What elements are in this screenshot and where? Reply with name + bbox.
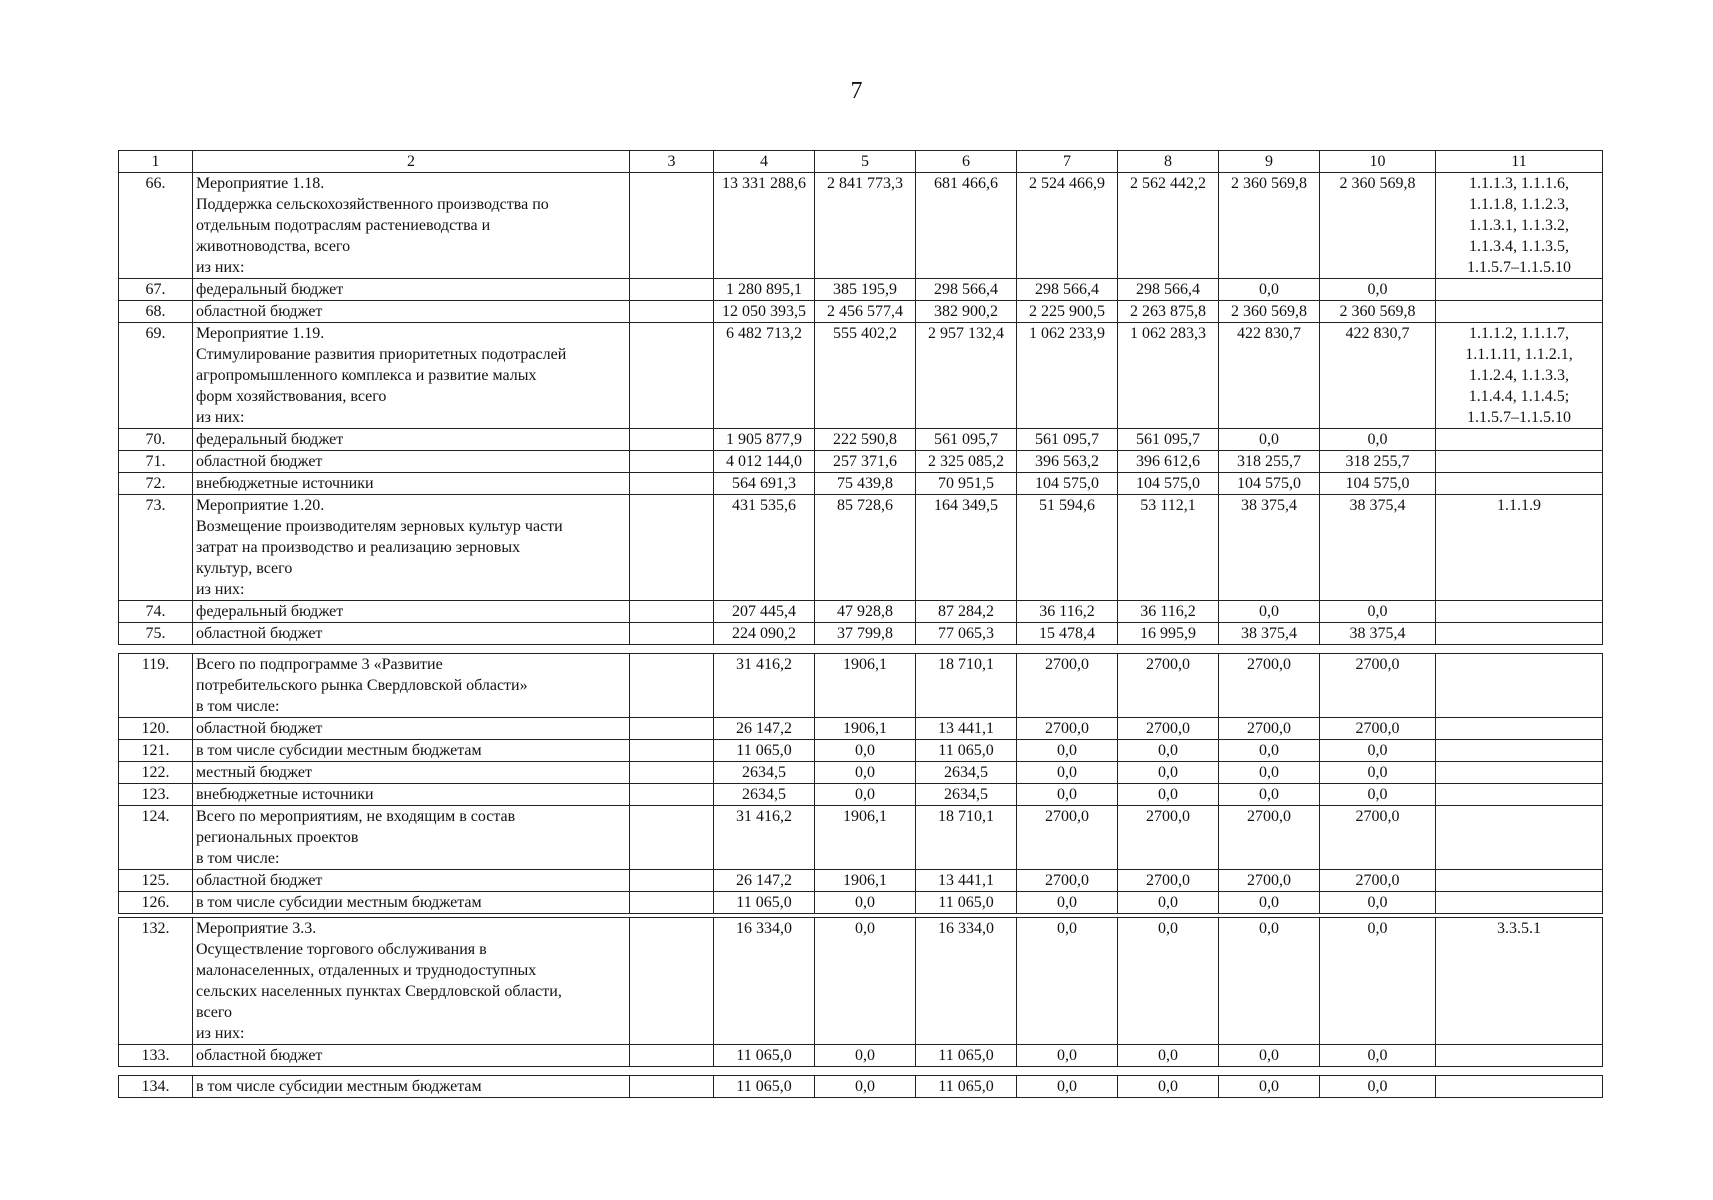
cell-c6: 382 900,2: [916, 301, 1017, 323]
cell-c11: 3.3.5.1: [1436, 918, 1603, 1045]
cell-c6: 18 710,1: [916, 654, 1017, 718]
cell-c8: 2700,0: [1118, 870, 1219, 892]
table-row: [119, 1076, 1603, 1098]
cell-c4: 224 090,2: [714, 623, 815, 645]
cell-c3: [630, 870, 714, 892]
cell-c3: [630, 451, 714, 473]
cell-c4: 26 147,2: [714, 870, 815, 892]
cell-c9: 0,0: [1219, 279, 1320, 301]
cell-num: 133.: [119, 1045, 193, 1067]
cell-c4: 31 416,2: [714, 806, 815, 870]
cell-c8: 561 095,7: [1118, 429, 1219, 451]
cell-c7: 298 566,4: [1017, 279, 1118, 301]
table-block-4: [118, 1075, 1603, 1098]
cell-c3: [630, 654, 714, 718]
table-block-3: [118, 917, 1603, 1067]
cell-num: 119.: [119, 654, 193, 718]
cell-num: 126.: [119, 892, 193, 914]
cell-c6: 13 441,1: [916, 718, 1017, 740]
cell-desc: внебюджетные источники: [193, 784, 630, 806]
cell-c5: 0,0: [815, 762, 916, 784]
cell-c9: 2700,0: [1219, 806, 1320, 870]
cell-c10: 2700,0: [1320, 806, 1436, 870]
cell-c5: 2 841 773,3: [815, 173, 916, 279]
cell-c8: 16 995,9: [1118, 623, 1219, 645]
cell-c6: 2 957 132,4: [916, 323, 1017, 429]
cell-num: 70.: [119, 429, 193, 451]
cell-desc: в том числе субсидии местным бюджетам: [193, 1076, 630, 1098]
cell-c3: [630, 918, 714, 1045]
cell-c7: 0,0: [1017, 918, 1118, 1045]
table-row: [119, 718, 1603, 740]
cell-c3: [630, 892, 714, 914]
table-row: [119, 918, 1603, 1045]
cell-desc: в том числе субсидии местным бюджетам: [193, 740, 630, 762]
cell-c11: [1436, 451, 1603, 473]
cell-c6: 2634,5: [916, 762, 1017, 784]
cell-desc: Всего по подпрограмме 3 «Развитие потребительского рынка Свердловской области» в том числе:: [193, 654, 630, 718]
cell-num: 75.: [119, 623, 193, 645]
cell-c9: 318 255,7: [1219, 451, 1320, 473]
cell-c11: [1436, 301, 1603, 323]
cell-c9: 0,0: [1219, 740, 1320, 762]
cell-c5: 257 371,6: [815, 451, 916, 473]
table-row: [119, 623, 1603, 645]
cell-c10: 2700,0: [1320, 870, 1436, 892]
cell-c7: 2 524 466,9: [1017, 173, 1118, 279]
cell-desc: областной бюджет: [193, 718, 630, 740]
cell-c9: 2700,0: [1219, 718, 1320, 740]
table-row: [119, 784, 1603, 806]
cell-c9: 2 360 569,8: [1219, 173, 1320, 279]
cell-c9: 0,0: [1219, 429, 1320, 451]
cell-c4: 2634,5: [714, 762, 815, 784]
cell-c4: 11 065,0: [714, 1045, 815, 1067]
cell-c10: 2700,0: [1320, 654, 1436, 718]
cell-c8: 53 112,1: [1118, 495, 1219, 601]
cell-c7: 1 062 233,9: [1017, 323, 1118, 429]
cell-c5: 222 590,8: [815, 429, 916, 451]
cell-c10: 2 360 569,8: [1320, 301, 1436, 323]
cell-c9: 38 375,4: [1219, 623, 1320, 645]
cell-c11: [1436, 429, 1603, 451]
cell-c5: 0,0: [815, 918, 916, 1045]
cell-c8: 0,0: [1118, 784, 1219, 806]
header-cell: 9: [1219, 151, 1320, 173]
cell-c4: 1 280 895,1: [714, 279, 815, 301]
cell-c10: 0,0: [1320, 429, 1436, 451]
header-cell: 4: [714, 151, 815, 173]
cell-c9: 0,0: [1219, 892, 1320, 914]
cell-c5: 385 195,9: [815, 279, 916, 301]
cell-c3: [630, 301, 714, 323]
cell-c7: 51 594,6: [1017, 495, 1118, 601]
table-row: [119, 870, 1603, 892]
cell-c3: [630, 279, 714, 301]
cell-c11: [1436, 806, 1603, 870]
cell-c3: [630, 1045, 714, 1067]
cell-num: 68.: [119, 301, 193, 323]
cell-c8: 36 116,2: [1118, 601, 1219, 623]
cell-c7: 2700,0: [1017, 806, 1118, 870]
cell-c4: 4 012 144,0: [714, 451, 815, 473]
table-row: [119, 806, 1603, 870]
cell-c3: [630, 323, 714, 429]
cell-c8: 298 566,4: [1118, 279, 1219, 301]
cell-c5: 1906,1: [815, 806, 916, 870]
cell-c8: 0,0: [1118, 1076, 1219, 1098]
cell-c7: 561 095,7: [1017, 429, 1118, 451]
header-cell: 11: [1436, 151, 1603, 173]
cell-c3: [630, 173, 714, 279]
cell-c3: [630, 762, 714, 784]
cell-c4: 1 905 877,9: [714, 429, 815, 451]
table-block-1: [118, 150, 1603, 645]
cell-c8: 0,0: [1118, 762, 1219, 784]
cell-c3: [630, 623, 714, 645]
cell-c5: 1906,1: [815, 718, 916, 740]
cell-c5: 1906,1: [815, 870, 916, 892]
cell-c6: 164 349,5: [916, 495, 1017, 601]
cell-c11: [1436, 784, 1603, 806]
cell-c9: 0,0: [1219, 1076, 1320, 1098]
cell-c10: 422 830,7: [1320, 323, 1436, 429]
cell-num: 132.: [119, 918, 193, 1045]
cell-c6: 2634,5: [916, 784, 1017, 806]
cell-c7: 0,0: [1017, 784, 1118, 806]
cell-c8: 2700,0: [1118, 806, 1219, 870]
table-row: [119, 654, 1603, 718]
cell-desc: областной бюджет: [193, 301, 630, 323]
cell-desc: в том числе субсидии местным бюджетам: [193, 892, 630, 914]
cell-c4: 11 065,0: [714, 1076, 815, 1098]
cell-num: 66.: [119, 173, 193, 279]
table-row: [119, 279, 1603, 301]
cell-c5: 75 439,8: [815, 473, 916, 495]
table-row: [119, 892, 1603, 914]
cell-c10: 2700,0: [1320, 718, 1436, 740]
cell-c7: 2700,0: [1017, 718, 1118, 740]
cell-c7: 36 116,2: [1017, 601, 1118, 623]
cell-num: 123.: [119, 784, 193, 806]
header-row: [119, 151, 1603, 173]
cell-c10: 38 375,4: [1320, 623, 1436, 645]
cell-num: 73.: [119, 495, 193, 601]
cell-c6: 77 065,3: [916, 623, 1017, 645]
cell-c4: 26 147,2: [714, 718, 815, 740]
table-row: [119, 301, 1603, 323]
cell-num: 124.: [119, 806, 193, 870]
cell-desc: Мероприятие 1.18. Поддержка сельскохозяйственного производства по отдельным подотраслям растениеводства и животноводства, всего из них:: [193, 173, 630, 279]
cell-c11: [1436, 601, 1603, 623]
cell-c9: 104 575,0: [1219, 473, 1320, 495]
cell-c6: 561 095,7: [916, 429, 1017, 451]
cell-c5: 0,0: [815, 1045, 916, 1067]
cell-num: 69.: [119, 323, 193, 429]
cell-num: 122.: [119, 762, 193, 784]
cell-c10: 0,0: [1320, 279, 1436, 301]
cell-c8: 104 575,0: [1118, 473, 1219, 495]
cell-c9: 0,0: [1219, 601, 1320, 623]
cell-c8: 2 263 875,8: [1118, 301, 1219, 323]
cell-desc: федеральный бюджет: [193, 429, 630, 451]
cell-c7: 2700,0: [1017, 870, 1118, 892]
cell-num: 71.: [119, 451, 193, 473]
cell-c4: 207 445,4: [714, 601, 815, 623]
cell-c10: 0,0: [1320, 918, 1436, 1045]
cell-c11: [1436, 740, 1603, 762]
cell-c4: 6 482 713,2: [714, 323, 815, 429]
cell-num: 74.: [119, 601, 193, 623]
cell-c10: 104 575,0: [1320, 473, 1436, 495]
cell-c11: [1436, 718, 1603, 740]
cell-num: 72.: [119, 473, 193, 495]
cell-c11: [1436, 654, 1603, 718]
cell-desc: Всего по мероприятиям, не входящим в состав региональных проектов в том числе:: [193, 806, 630, 870]
cell-c11: 1.1.1.9: [1436, 495, 1603, 601]
header-cell: 7: [1017, 151, 1118, 173]
cell-c7: 0,0: [1017, 762, 1118, 784]
cell-c3: [630, 740, 714, 762]
cell-desc: внебюджетные источники: [193, 473, 630, 495]
cell-c5: 2 456 577,4: [815, 301, 916, 323]
cell-c7: 0,0: [1017, 1045, 1118, 1067]
cell-c8: 0,0: [1118, 740, 1219, 762]
cell-c5: 0,0: [815, 892, 916, 914]
cell-c7: 2700,0: [1017, 654, 1118, 718]
cell-c4: 2634,5: [714, 784, 815, 806]
cell-c6: 681 466,6: [916, 173, 1017, 279]
cell-c11: [1436, 1076, 1603, 1098]
cell-c7: 104 575,0: [1017, 473, 1118, 495]
cell-desc: областной бюджет: [193, 1045, 630, 1067]
header-cell: 5: [815, 151, 916, 173]
table-row: [119, 473, 1603, 495]
cell-c8: 2700,0: [1118, 654, 1219, 718]
cell-c4: 13 331 288,6: [714, 173, 815, 279]
cell-c10: 0,0: [1320, 1076, 1436, 1098]
cell-desc: Мероприятие 3.3. Осуществление торгового обслуживания в малонаселенных, отдаленных и труднодоступных сельских населенных пунктах Свердловской области, всего из них:: [193, 918, 630, 1045]
cell-desc: федеральный бюджет: [193, 601, 630, 623]
cell-c5: 37 799,8: [815, 623, 916, 645]
cell-c8: 0,0: [1118, 918, 1219, 1045]
cell-c10: 0,0: [1320, 740, 1436, 762]
table-row: [119, 451, 1603, 473]
cell-c5: 0,0: [815, 784, 916, 806]
cell-c10: 0,0: [1320, 762, 1436, 784]
header-cell: 3: [630, 151, 714, 173]
cell-c5: 1906,1: [815, 654, 916, 718]
table-row: [119, 323, 1603, 429]
table-row: [119, 495, 1603, 601]
cell-c10: 0,0: [1320, 601, 1436, 623]
cell-c6: 16 334,0: [916, 918, 1017, 1045]
cell-num: 125.: [119, 870, 193, 892]
cell-c6: 13 441,1: [916, 870, 1017, 892]
header-cell: 6: [916, 151, 1017, 173]
cell-c3: [630, 806, 714, 870]
cell-num: 67.: [119, 279, 193, 301]
cell-c6: 11 065,0: [916, 740, 1017, 762]
cell-c11: [1436, 762, 1603, 784]
cell-c10: 0,0: [1320, 784, 1436, 806]
table-row: [119, 429, 1603, 451]
cell-desc: федеральный бюджет: [193, 279, 630, 301]
cell-c11: [1436, 623, 1603, 645]
cell-c4: 11 065,0: [714, 892, 815, 914]
cell-c6: 18 710,1: [916, 806, 1017, 870]
cell-c4: 11 065,0: [714, 740, 815, 762]
cell-c11: 1.1.1.3, 1.1.1.6, 1.1.1.8, 1.1.2.3, 1.1.3.1, 1.1.3.2, 1.1.3.4, 1.1.3.5, 1.1.5.7–1.1.5.10: [1436, 173, 1603, 279]
cell-c9: 0,0: [1219, 918, 1320, 1045]
cell-c11: [1436, 279, 1603, 301]
table-row: [119, 601, 1603, 623]
cell-c11: [1436, 870, 1603, 892]
cell-c5: 0,0: [815, 740, 916, 762]
cell-c8: 1 062 283,3: [1118, 323, 1219, 429]
cell-c6: 11 065,0: [916, 892, 1017, 914]
cell-desc: Мероприятие 1.20. Возмещение производителям зерновых культур части затрат на производство и реализацию зерновых культур, всего из них:: [193, 495, 630, 601]
cell-c10: 0,0: [1320, 892, 1436, 914]
cell-desc: областной бюджет: [193, 870, 630, 892]
cell-c9: 2700,0: [1219, 870, 1320, 892]
cell-c9: 0,0: [1219, 784, 1320, 806]
cell-c9: 2700,0: [1219, 654, 1320, 718]
cell-c10: 2 360 569,8: [1320, 173, 1436, 279]
cell-c11: [1436, 892, 1603, 914]
cell-c9: 422 830,7: [1219, 323, 1320, 429]
cell-c5: 555 402,2: [815, 323, 916, 429]
cell-c8: 2700,0: [1118, 718, 1219, 740]
cell-c9: 2 360 569,8: [1219, 301, 1320, 323]
cell-c7: 396 563,2: [1017, 451, 1118, 473]
cell-c7: 2 225 900,5: [1017, 301, 1118, 323]
cell-c8: 0,0: [1118, 892, 1219, 914]
cell-c11: [1436, 473, 1603, 495]
cell-c8: 396 612,6: [1118, 451, 1219, 473]
page-number: 7: [850, 78, 863, 104]
cell-c5: 0,0: [815, 1076, 916, 1098]
cell-c6: 298 566,4: [916, 279, 1017, 301]
cell-c8: 0,0: [1118, 1045, 1219, 1067]
cell-c6: 87 284,2: [916, 601, 1017, 623]
table-row: [119, 740, 1603, 762]
cell-c8: 2 562 442,2: [1118, 173, 1219, 279]
header-cell: 8: [1118, 151, 1219, 173]
cell-c3: [630, 601, 714, 623]
cell-c4: 31 416,2: [714, 654, 815, 718]
cell-c4: 564 691,3: [714, 473, 815, 495]
cell-c3: [630, 1076, 714, 1098]
cell-desc: Мероприятие 1.19. Стимулирование развития приоритетных подотраслей агропромышленного комплекса и развитие малых форм хозяйствования, всего из них:: [193, 323, 630, 429]
header-cell: 1: [119, 151, 193, 173]
cell-c4: 16 334,0: [714, 918, 815, 1045]
table-block-2: [118, 653, 1603, 914]
cell-c10: 38 375,4: [1320, 495, 1436, 601]
table-row: [119, 762, 1603, 784]
cell-c9: 0,0: [1219, 762, 1320, 784]
header-cell: 2: [193, 151, 630, 173]
cell-c10: 0,0: [1320, 1045, 1436, 1067]
cell-c7: 0,0: [1017, 1076, 1118, 1098]
cell-c5: 85 728,6: [815, 495, 916, 601]
cell-c7: 15 478,4: [1017, 623, 1118, 645]
cell-c6: 2 325 085,2: [916, 451, 1017, 473]
cell-num: 120.: [119, 718, 193, 740]
cell-desc: местный бюджет: [193, 762, 630, 784]
cell-desc: областной бюджет: [193, 623, 630, 645]
cell-c9: 38 375,4: [1219, 495, 1320, 601]
cell-c3: [630, 784, 714, 806]
table-row: [119, 173, 1603, 279]
cell-c10: 318 255,7: [1320, 451, 1436, 473]
cell-c3: [630, 495, 714, 601]
cell-num: 121.: [119, 740, 193, 762]
cell-num: 134.: [119, 1076, 193, 1098]
cell-c3: [630, 473, 714, 495]
cell-c7: 0,0: [1017, 740, 1118, 762]
header-cell: 10: [1320, 151, 1436, 173]
cell-c6: 11 065,0: [916, 1045, 1017, 1067]
cell-c4: 12 050 393,5: [714, 301, 815, 323]
cell-c6: 11 065,0: [916, 1076, 1017, 1098]
cell-c5: 47 928,8: [815, 601, 916, 623]
cell-desc: областной бюджет: [193, 451, 630, 473]
cell-c6: 70 951,5: [916, 473, 1017, 495]
cell-c11: [1436, 1045, 1603, 1067]
cell-c7: 0,0: [1017, 892, 1118, 914]
cell-c4: 431 535,6: [714, 495, 815, 601]
cell-c11: 1.1.1.2, 1.1.1.7, 1.1.1.11, 1.1.2.1, 1.1.2.4, 1.1.3.3, 1.1.4.4, 1.1.4.5; 1.1.5.7–1.1.5.10: [1436, 323, 1603, 429]
cell-c3: [630, 718, 714, 740]
table-row: [119, 1045, 1603, 1067]
cell-c9: 0,0: [1219, 1045, 1320, 1067]
cell-c3: [630, 429, 714, 451]
